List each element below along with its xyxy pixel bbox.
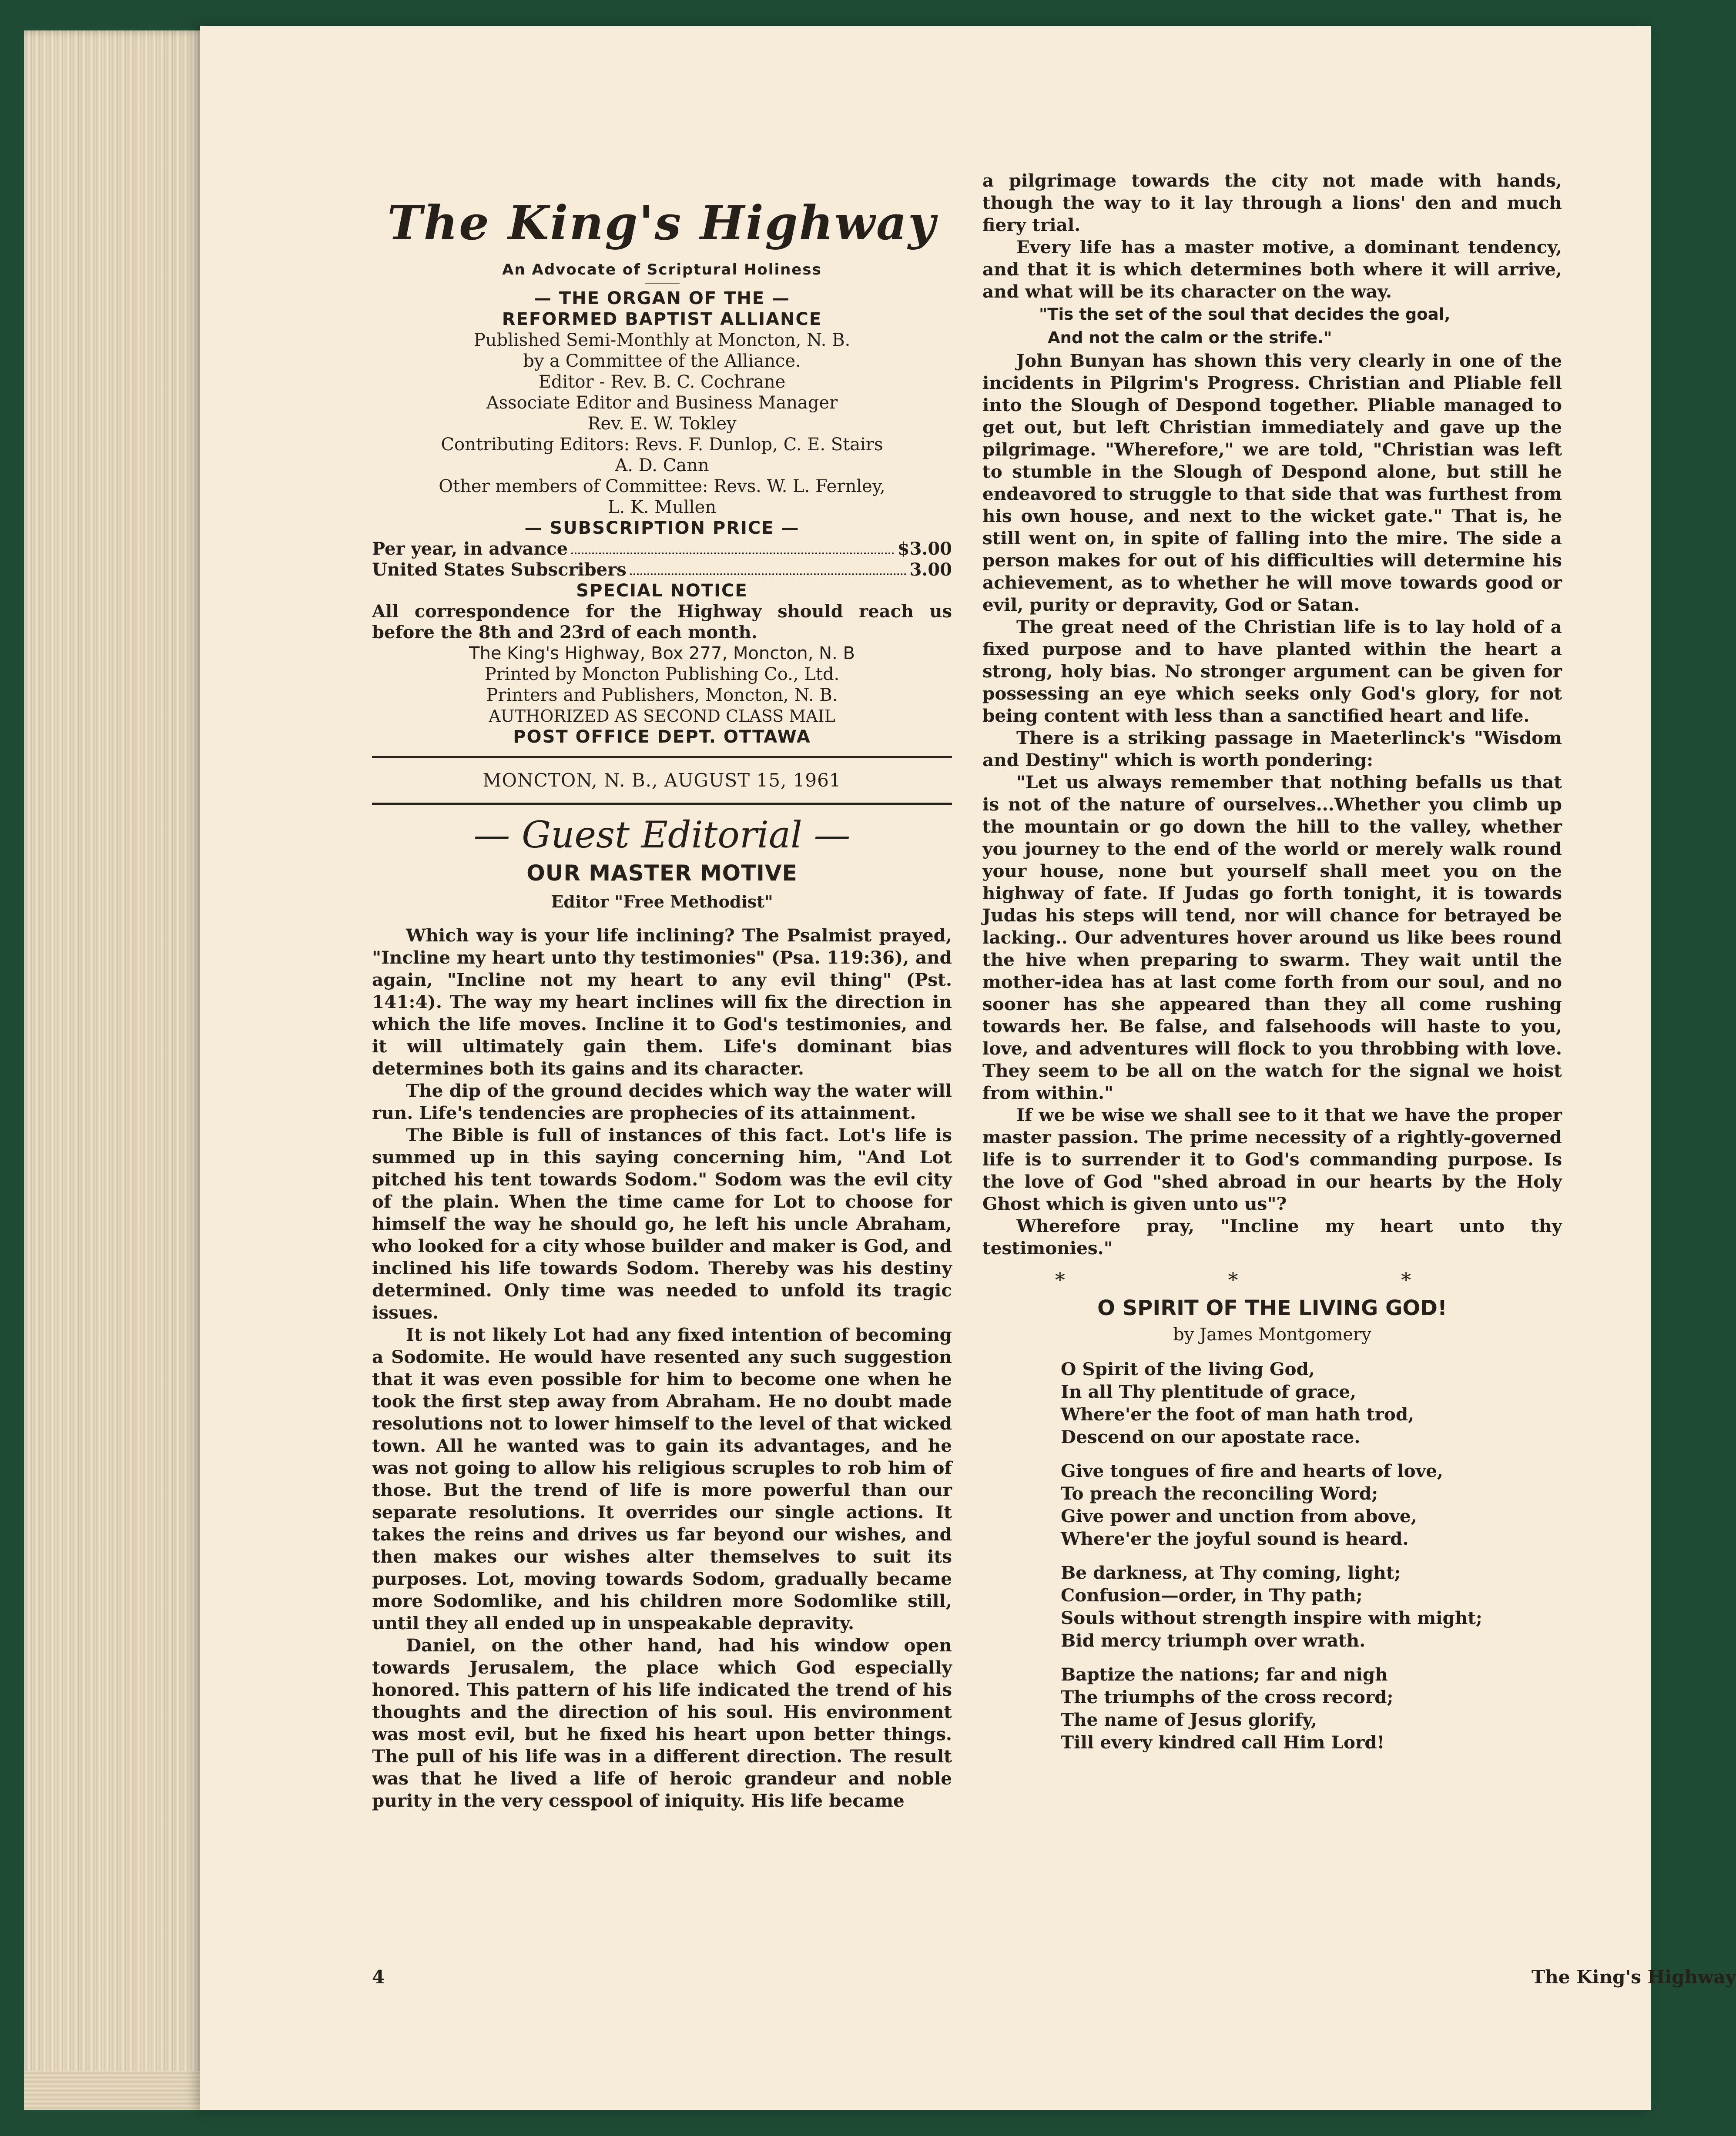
masthead-imprint (372, 643, 952, 747)
poem-stanza (1061, 1561, 1562, 1652)
masthead-title: The King's Highway (387, 196, 937, 251)
poem-line: Souls without strength inspire with might; (1061, 1607, 1482, 1628)
price-row-advance (372, 539, 952, 559)
page (200, 26, 1736, 2110)
article-paragraph: If we be wise we shall see to it that we have the proper master passion. The prime necessity of a rightly-governed life is to surrender it to God's commanding purpose. Is the love of God "shed abroad in our hearts by the Holy Ghost which is given unto us"? (982, 1105, 1562, 1214)
book-page-edges (24, 30, 207, 2110)
masthead-assoc-editor: Associate Editor and Business Manager (486, 393, 838, 413)
article-paragraph: Wherefore pray, "Incline my heart unto thy testimonies." (982, 1215, 1562, 1259)
notice-heading: SPECIAL NOTICE (576, 581, 748, 601)
poem-title: O SPIRIT OF THE LIVING GOD! (1097, 1296, 1447, 1320)
masthead-alliance: REFORMED BAPTIST ALLIANCE (502, 309, 822, 329)
masthead-printed: Printed by Moncton Publishing Co., Ltd. (484, 664, 840, 684)
dateline: MONCTON, N. B., AUGUST 15, 1961 (483, 770, 841, 791)
left-column (372, 170, 952, 1812)
article-paragraph: Which way is your life inclining? The Psalmist prayed, "Incline my heart unto thy testimonies" (Psa. 119:36), and again, "Incline not my heart to any evil thing" (Pst. 141:4). The way my heart inclines will fix the direction in which the life moves. Incline it to God's testimonies, and it will ultimately gain them. Life's dominant bias determines both its gains and its character. (372, 925, 952, 1079)
poem-stanza (1061, 1663, 1562, 1754)
masthead-other-members: Other members of Committee: Revs. W. L. Fernley, (439, 476, 885, 496)
page-number: 4 (372, 1966, 385, 1988)
poem-stanza (1061, 1460, 1562, 1550)
price-row-us (372, 559, 952, 580)
masthead-contributing-2: A. D. Cann (615, 455, 709, 475)
poem-line: The triumphs of the cross record; (1061, 1687, 1394, 1707)
left-article-body (372, 924, 952, 1812)
price-label-advance: Per year, in advance (372, 539, 568, 559)
masthead-authorized: AUTHORIZED AS SECOND CLASS MAIL (489, 706, 835, 726)
right-column (982, 170, 1562, 1765)
poem-line: Where'er the foot of man hath trod, (1061, 1404, 1414, 1425)
subscription-heading: — SUBSCRIPTION PRICE — (524, 518, 800, 538)
poem-line: Till every kindred call Him Lord! (1061, 1732, 1385, 1753)
poem-line: The name of Jesus glorify, (1061, 1709, 1317, 1730)
poem-stanza (1061, 1358, 1562, 1448)
article-paragraph: John Bunyan has shown this very clearly in one of the incidents in Pilgrim's Progress. Christian and Pliable fell into the Slough of Despond together. Pliable managed to get out, but left Christian immediately and gave up the pilgrimage. "Wherefore," we are told, "Christian was left to stumble in the Slough of Despond alone, but still he endeavored to struggle to that side that was furthest from his own house, and next to the wicket gate." That is, he still went on, in spite of falling into the mire. The side a person makes for out of his difficulties will determine his achievement, as to whether he will move towards good or evil, purity or depravity, God or Satan. (982, 350, 1562, 615)
poem-line: Where'er the joyful sound is heard. (1061, 1528, 1409, 1549)
masthead-editor: Editor - Rev. B. C. Cochrane (538, 372, 786, 392)
masthead-other-members-2: L. K. Mullen (607, 497, 717, 517)
section-stars: * * * (1055, 1268, 1490, 1292)
article-paragraph: There is a striking passage in Maeterlinck's "Wisdom and Destiny" which is worth pondering: (982, 727, 1562, 770)
article-paragraph: The great need of the Christian life is to lay hold of a fixed purpose and to have planted within the heart a strong, holy bias. No stronger argument can be given for possessing an eye which seeks only God's glory, for not being content with less than a sanctified heart and life. (982, 616, 1562, 726)
masthead-published: Published Semi-Monthly at Moncton, N. B. (473, 330, 851, 350)
poem-line: Give power and unction from above, (1061, 1506, 1417, 1527)
masthead-notice (372, 580, 952, 601)
article-paragraph: Every life has a master motive, a dominant tendency, and that it is which determines both where it will arrive, and what will be its character on the way. (982, 237, 1562, 302)
poem-line: To preach the reconciling Word; (1061, 1483, 1378, 1504)
article-paragraph: The Bible is full of instances of this fact. Lot's life is summed up in this saying concerning him, "And Lot pitched his tent towards Sodom." Sodom was the evil city of the plain. When the time came for Lot to choose for himself the way he should go, he left his uncle Abraham, who looked for a city whose builder and maker is God, and inclined his life towards Sodom. Thereby was his destiny determined. Only time was needed to unfold its tragic issues. (372, 1125, 952, 1323)
masthead-assoc-name: Rev. E. W. Tokley (587, 414, 737, 434)
article-paragraph: a pilgrimage towards the city not made with hands, though the way to it lay through a lions' den and much fiery trial. (982, 170, 1562, 235)
poem-line: Give tongues of fire and hearts of love, (1061, 1460, 1443, 1481)
masthead-subtitle: An Advocate of Scriptural Holiness (502, 261, 822, 278)
poem-line: Confusion—order, in Thy path; (1061, 1585, 1363, 1606)
article-paragraph: Daniel, on the other hand, had his window open towards Jerusalem, the place which God especially honored. This pattern of his life indicated the trend of his thoughts and the direction of his soul. His environment was most evil, but he fixed his heart upon better things. The pull of his life was in a different direction. The result was that he lived a life of heroic grandeur and noble purity in the very cesspool of iniquity. His life became (372, 1635, 952, 1811)
quote-line: And not the calm or the strife." (1048, 328, 1332, 347)
article-paragraph: It is not likely Lot had any fixed intention of becoming a Sodomite. He would have resented any such suggestion that it was even possible for him to become one when he took the first step away from Abraham. He no doubt made resolutions not to lower himself to the level of that wicked town. All he wanted was to gain its advantages, and he was not going to allow his religious scruples to rob him of those. But the trend of life is more powerful than our separate resolutions. It overrides our single actions. It takes the reins and drives us far beyond our wishes, and then makes our wishes alter themselves to suit its purposes. Lot, moving towards Sodom, gradually became more Sodomlike, and his children more Sodomlike still, until they all ended up in unspeakable depravity. (372, 1324, 952, 1634)
notice-text: All correspondence for the Highway should reach us before the 8th and 23rd of each month. (372, 601, 952, 643)
article-paragraph: "Let us always remember that nothing befalls us that is not of the nature of ourselves...Whether you climb up the mountain or go down the hill to the valley, whether you journey to the end of the world or merely walk round your house, none but yourself shall meet you on the highway of fate. If Judas go forth tonight, it is towards Judas his steps will tend, nor will chance for betrayed be lacking.. Our adventures hover around us like bees round the hive when preparing to swarm. They wait until the mother-idea has at last come forth from our soul, and no sooner has she appeared than they all come rushing towards her. Be false, and falsehoods will haste to you, love, and adventures will flock to you throbbing with love. They seem to be all on the watch for the signal we hoist from within." (982, 772, 1562, 1103)
subtitle-divider (645, 283, 680, 284)
poem-line: Be darkness, at Thy coming, light; (1061, 1562, 1401, 1583)
poem-line: Descend on our apostate race. (1061, 1426, 1361, 1447)
masthead-organ: — THE ORGAN OF THE — (533, 288, 791, 308)
masthead-printers: Printers and Publishers, Moncton, N. B. (486, 685, 838, 705)
poem-line: O Spirit of the living God, (1061, 1359, 1315, 1379)
article-byline: Editor "Free Methodist" (551, 892, 773, 911)
footer-publication: The King's Highway (1532, 1966, 1736, 1988)
article-paragraph: The dip of the ground decides which way the water will run. Life's tendencies are prophecies of its attainment. (372, 1080, 952, 1123)
poem-line: Baptize the nations; far and nigh (1061, 1664, 1388, 1685)
poem-author: by James Montgomery (1173, 1325, 1371, 1345)
poem-line: Bid mercy triumph over wrath. (1061, 1630, 1366, 1651)
masthead-address: The King's Highway, Box 277, Moncton, N. B (469, 643, 855, 663)
article-title: OUR MASTER MOTIVE (526, 860, 798, 886)
dateline-rule-top (372, 756, 952, 758)
section-heading: — Guest Editorial — (473, 814, 851, 856)
poem-line: In all Thy plentitude of grace, (1061, 1381, 1357, 1402)
masthead-post-office: POST OFFICE DEPT. OTTAWA (513, 727, 811, 747)
price-dots (630, 559, 906, 575)
masthead-committee: by a Committee of the Alliance. (523, 351, 801, 371)
price-dots (571, 539, 894, 554)
price-label-us: United States Subscribers (372, 559, 627, 580)
quote-line: "Tis the set of the soul that decides the goal, (1039, 305, 1451, 324)
price-value-us: 3.00 (909, 559, 952, 580)
dateline-rule-bottom (372, 803, 952, 805)
masthead (372, 196, 952, 539)
masthead-contributing: Contributing Editors: Revs. F. Dunlop, C. E. Stairs (441, 435, 883, 455)
price-value-advance: $3.00 (897, 539, 952, 559)
